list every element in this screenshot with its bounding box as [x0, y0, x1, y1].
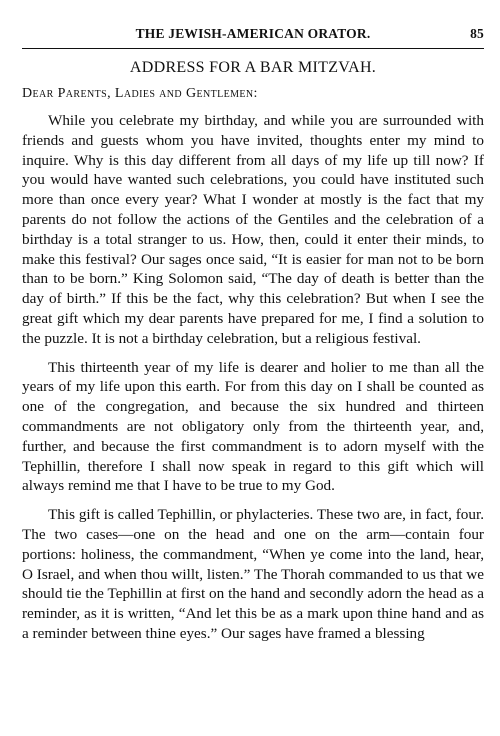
running-title: THE JEWISH-AMERICAN ORATOR. — [135, 26, 371, 41]
page-number: 85 — [470, 26, 484, 41]
salutation: Dear Parents, Ladies and Gentlemen: — [22, 86, 258, 101]
running-head — [22, 26, 484, 48]
paragraph-3: This gift is called Tephillin, or phylacteries. These two are, in fact, four. The two cases—one on the head and one on the arm—contain four portions: holiness, the commandment, “When ye come into the land, hear, O Israel, and when thou willt, listen.” The Thorah commanded to us that we should tie the Tephillin at first on the hand and secondly adorn the head as a reminder, as it is written, “And let this be as a mark upon thine hand and as a reminder between thine eyes.” Our sages have framed a blessing — [22, 506, 484, 642]
paragraph-1: While you celebrate my birthday, and while you are surrounded with friends and guests whom you have invited, thoughts enter my mind to inquire. Why is this day different from all days of my life up till now? If you would have wanted such celebrations, you could have instituted such more than once every year? What I wonder at mostly is the fact that my parents do not follow the actions of the Gentiles and the celebration of a birthday is a total stranger to us. How, then, could it enter their minds, to make this festival? Our sages once said, “It is easier for man not to be born than to be born.” King Solomon said, “The day of death is better than the day of birth.” If this be the fact, why this celebration? But when I see the great gift which my dear parents have prepared for me, I find a solution to the puzzle. It is not a birthday celebration, but a religious festival. — [22, 112, 484, 347]
address-heading: ADDRESS FOR A BAR MITZVAH. — [129, 59, 377, 76]
paragraph-2: This thirteenth year of my life is dearer and holier to me than all the years of my life upon this earth. For from this day on I shall be counted as one of the congregation, and because the six hundred and thirteen commandments are not obligatory only from the thirteenth year, and, further, and because the first commandment is to adorn myself with the Tephillin, therefore I shall now speak in regard to this gift which will always remind me that I have to be true to my God. — [22, 358, 484, 495]
header-rule — [22, 48, 484, 49]
book-page — [22, 26, 484, 653]
